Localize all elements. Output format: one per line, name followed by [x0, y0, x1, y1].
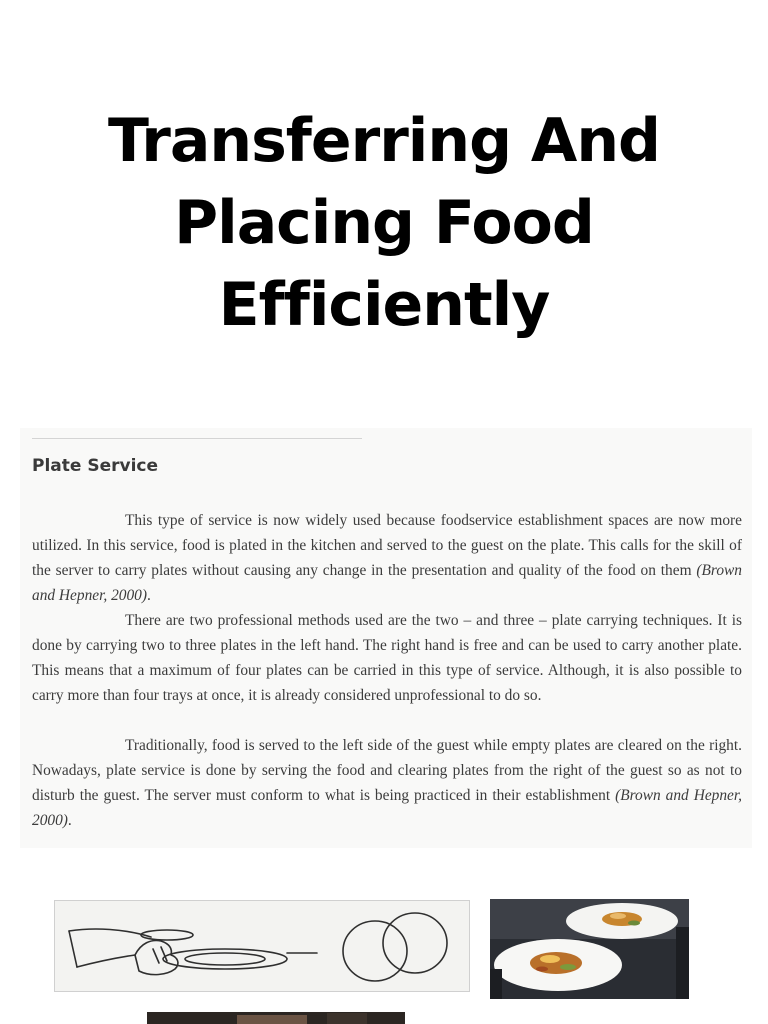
paragraph-1: [32, 508, 742, 608]
server-photo-icon: [147, 1013, 405, 1024]
paragraph-3-end: .: [67, 812, 72, 829]
paragraph-3-text: Traditionally, food is served to the left side of the guest while empty plates are cleared on the right. Nowadays, plate service is done by serving the food and clearing plates from the right of the guest so as not to disturb the guest. The server must conform to what is being practiced in their establishment: [32, 737, 742, 804]
title-line-3: Efficiently: [218, 270, 550, 340]
paragraph-2-text: There are two professional methods used are the two – and three – plate carrying techniques. It is done by carrying two to three plates in the left hand. The right hand is free and can be used to carry another plate. This means that a maximum of four plates can be carried in this type of service. Although, it is also possible to carry more than four trays at once, it is already considered unprofessional to do so.: [32, 612, 742, 704]
server-photo: [147, 1012, 405, 1024]
plated-dishes-photo: [490, 899, 689, 999]
paragraph-3: [32, 733, 742, 833]
paragraph-2: [32, 608, 742, 708]
section-heading: Plate Service: [32, 456, 159, 476]
plate-carrying-sketch-icon: [55, 901, 469, 991]
paragraph-1-citation: (Brown and Hepner, 2000): [32, 562, 742, 604]
paragraph-3-citation: (Brown and Hepner, 2000): [32, 787, 743, 829]
slide-title: [0, 100, 768, 346]
scanned-text-image: [20, 428, 752, 848]
paragraph-1-end: .: [147, 587, 151, 604]
plated-dishes-photo-icon: [490, 899, 689, 999]
paragraph-1-text: This type of service is now widely used because foodservice establishment spaces are now more utilized. In this service, food is plated in the kitchen and served to the guest on the plate. This calls for the skill of the server to carry plates without causing any change in the presentation and quality of the food on them: [32, 512, 742, 579]
plate-carrying-sketch: [54, 900, 470, 992]
scan-top-rule: [32, 438, 362, 439]
title-line-1: Transferring And: [107, 106, 661, 176]
title-line-2: Placing Food: [174, 188, 594, 258]
